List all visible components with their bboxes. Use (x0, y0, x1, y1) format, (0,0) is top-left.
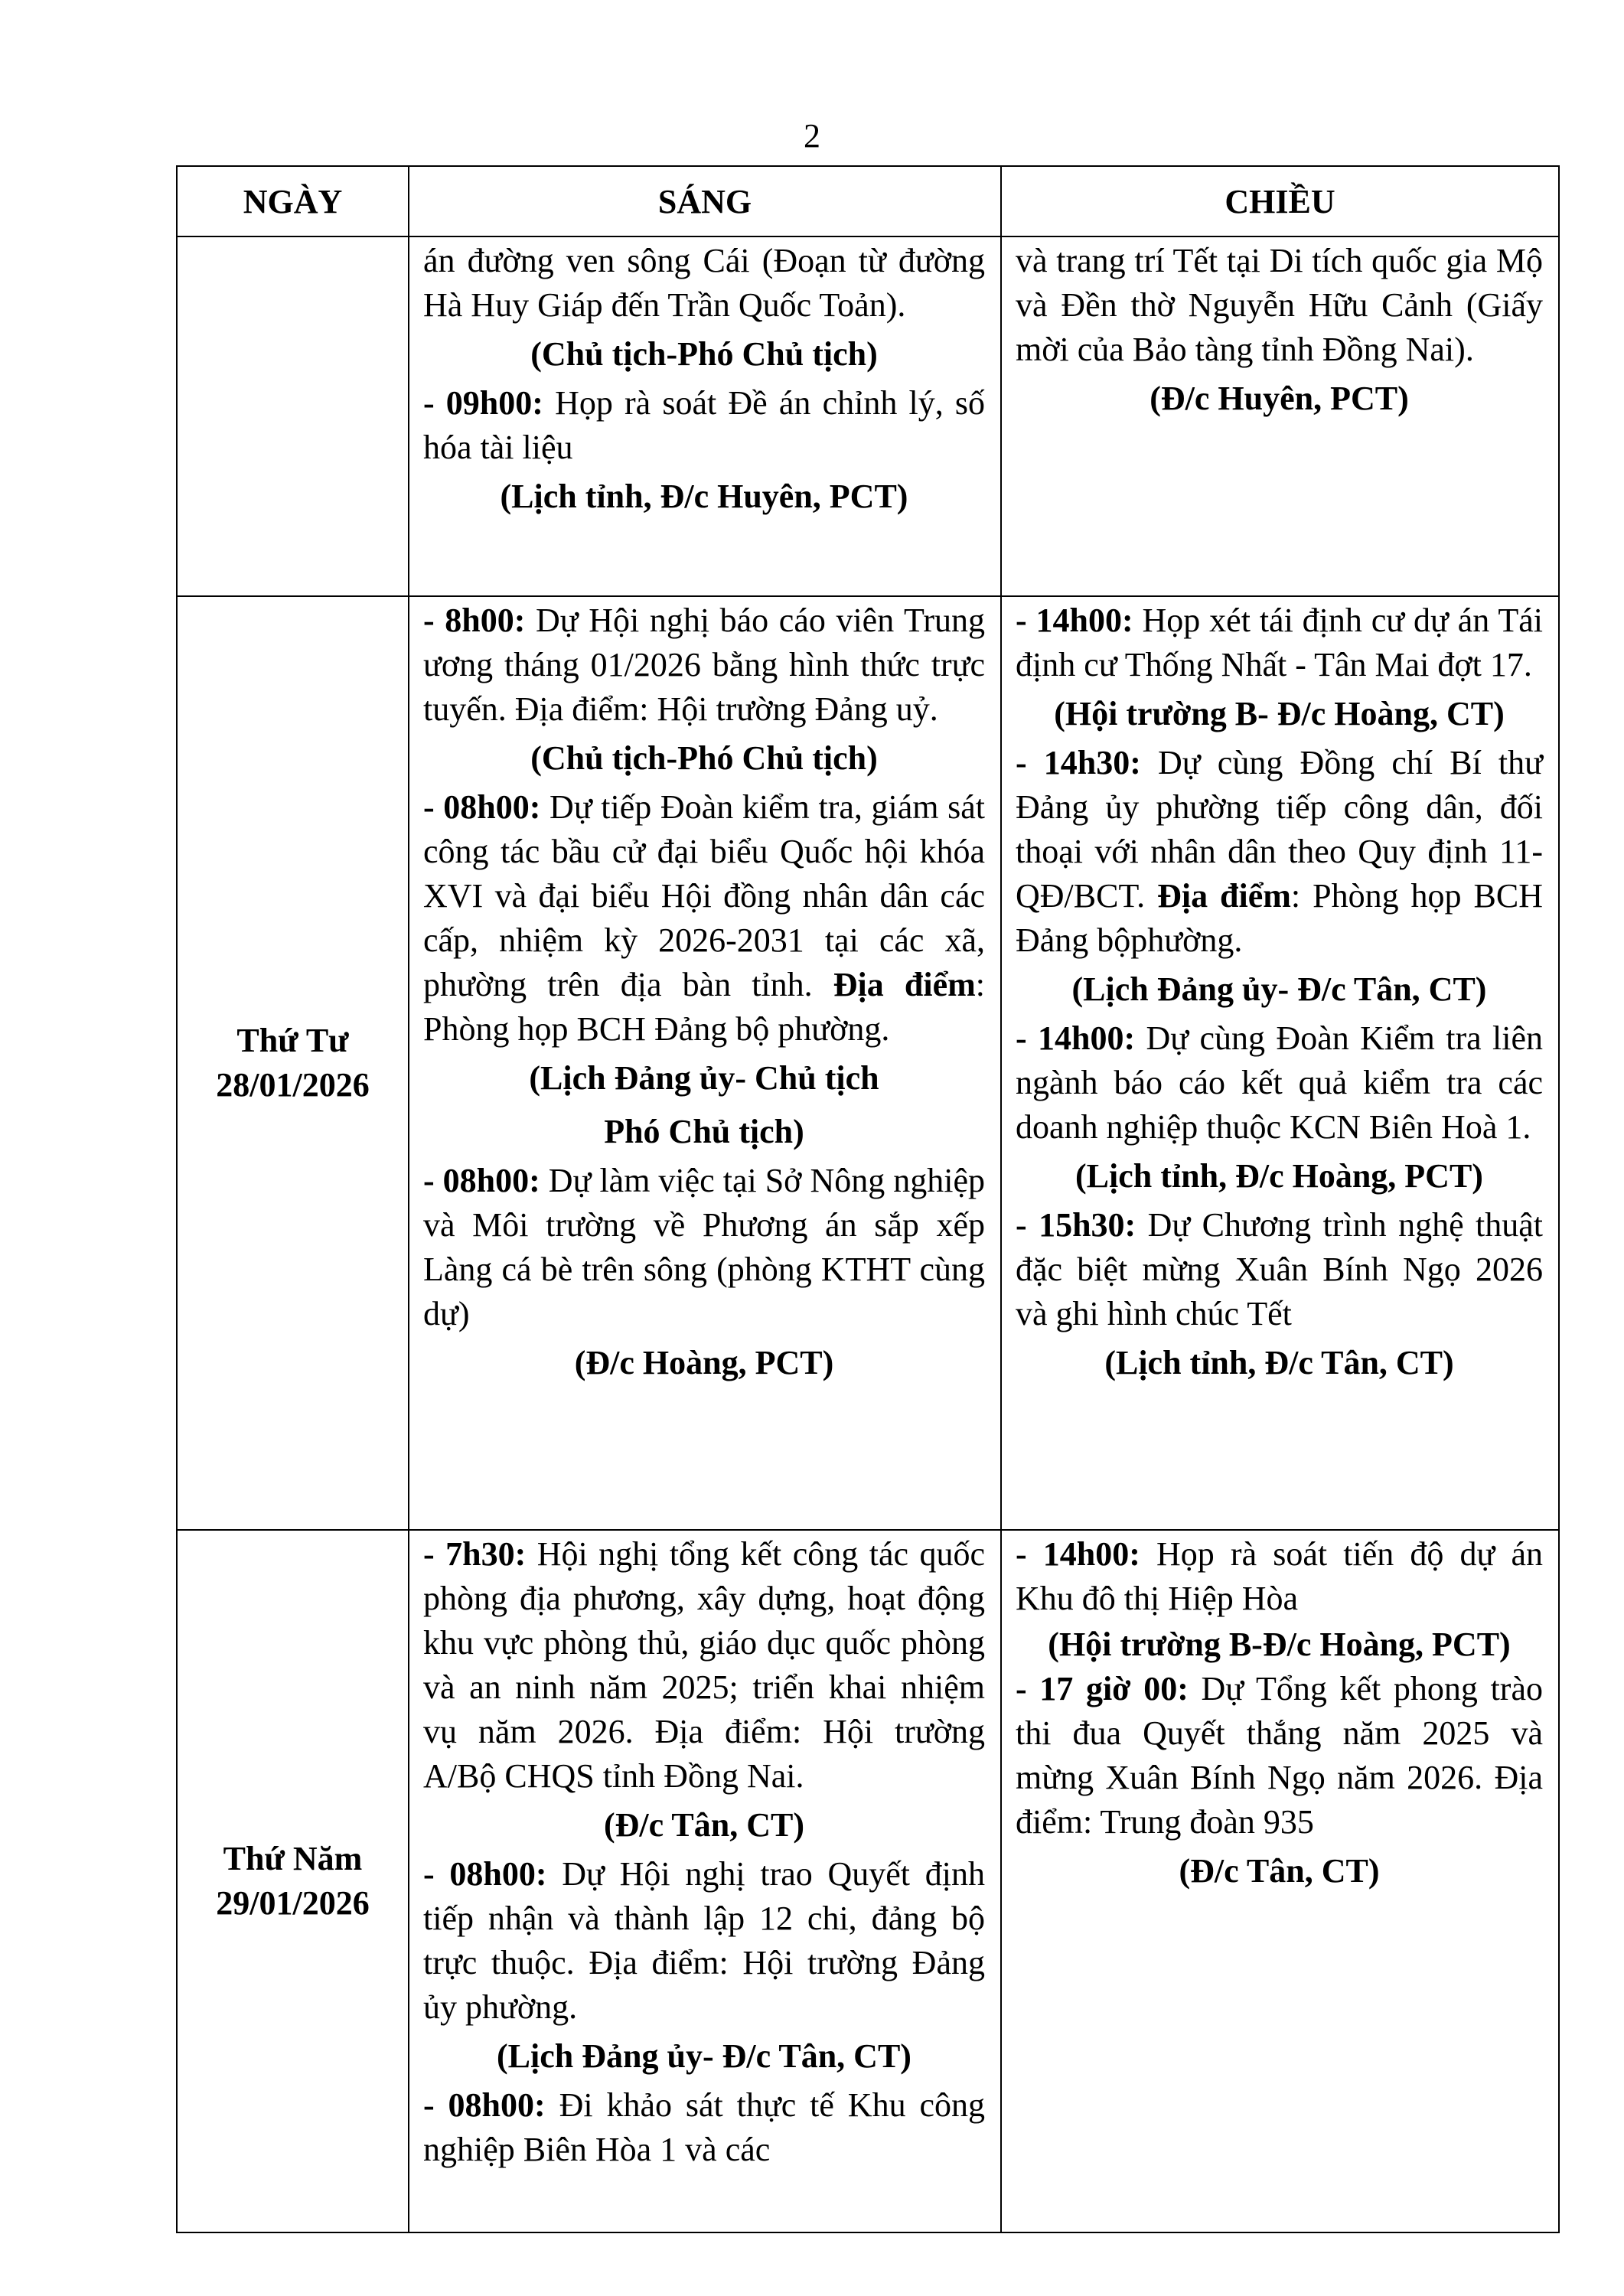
entry-attendee: (Lịch tỉnh, Đ/c Huyên, PCT) (500, 478, 908, 515)
table-row (177, 236, 1559, 596)
schedule-entry (423, 2083, 985, 2172)
entry-time: - 08h00: (423, 2086, 546, 2124)
entry-time: - 7h30: (423, 1535, 527, 1573)
schedule-entry (1016, 1016, 1543, 1150)
header-afternoon: CHIỀU (1001, 166, 1559, 236)
afternoon-cell (1001, 596, 1559, 1530)
entry-attendee: (Lịch Đảng ủy- Đ/c Tân, CT) (1071, 970, 1487, 1008)
entry-attendee: (Chủ tịch-Phó Chủ tịch) (530, 335, 878, 373)
entry-time: - 14h00: (1016, 602, 1133, 639)
schedule-entry (1016, 239, 1543, 372)
entry-time: - 08h00: (423, 1855, 547, 1893)
schedule-entry (1016, 1203, 1543, 1336)
schedule-entry (423, 381, 985, 470)
entry-location: : Phòng họp BCH Đảng bộphường. (1016, 877, 1543, 959)
entry-attendee: (Chủ tịch-Phó Chủ tịch) (530, 739, 878, 777)
day-date: 28/01/2026 (216, 1066, 370, 1104)
entry-time: - 14h00: (1016, 1535, 1140, 1573)
entry-text: Đi khảo sát thực tế Khu công nghiệp Biên Hòa 1 và các (423, 2086, 985, 2168)
entry-attendee: (Đ/c Huyên, PCT) (1150, 380, 1409, 417)
entry-text: Họp xét tái định cư dự án Tái định cư Thống Nhất - Tân Mai đợt 17. (1016, 602, 1543, 683)
schedule-entry (423, 785, 985, 1052)
entry-text: Họp rà soát tiến độ dự án Khu đô thị Hiệp Hòa (1016, 1535, 1543, 1617)
day-date: 29/01/2026 (216, 1884, 370, 1922)
entry-text: Hội nghị tổng kết công tác quốc phòng địa phương, xây dựng, hoạt động khu vực phòng thủ, giáo dục quốc phòng và an ninh năm 2025; triển khai nhiệm vụ năm 2026. Địa điểm: Hội trường A/Bộ CHQS tỉnh Đồng Nai. (423, 1535, 985, 1795)
entry-location-label: Địa điểm (833, 966, 976, 1003)
entry-text: Dự tiếp Đoàn kiểm tra, giám sát công tác bầu cử đại biểu Quốc hội khóa XVI và đại biểu Hội đồng nhân dân các cấp, nhiệm kỳ 2026-2031 tại các xã, phường trên địa bàn tỉnh. (423, 788, 985, 1003)
entry-text: Dự Tổng kết phong trào thi đua Quyết thắng năm 2025 và mừng Xuân Bính Ngọ năm 2026. Địa điểm: Trung đoàn 935 (1016, 1670, 1543, 1841)
entry-text: Dự cùng Đồng chí Bí thư Đảng ủy phường tiếp công dân, đối thoại với nhân dân theo Quy định 11-QĐ/BCT. (1016, 744, 1543, 915)
morning-cell (409, 236, 1001, 596)
entry-location-label: Địa điểm (1157, 877, 1291, 915)
schedule-table (176, 165, 1560, 2233)
entry-attendee: (Lịch Đảng ủy- Đ/c Tân, CT) (497, 2037, 911, 2075)
entry-attendee: (Hội trường B-Đ/c Hoàng, PCT) (1048, 1626, 1511, 1663)
schedule-entry (1016, 741, 1543, 963)
afternoon-cell (1001, 1530, 1559, 2232)
day-name: Thứ Tư (236, 1022, 349, 1059)
schedule-entry (1016, 1532, 1543, 1621)
entry-attendee: (Đ/c Tân, CT) (1179, 1852, 1380, 1890)
morning-cell (409, 1530, 1001, 2232)
table-header-row (177, 166, 1559, 236)
entry-location: : Phòng họp BCH Đảng bộ phường. (423, 966, 985, 1048)
morning-cell (409, 596, 1001, 1530)
entry-text: và trang trí Tết tại Di tích quốc gia Mộ và Đền thờ Nguyễn Hữu Cảnh (Giấy mời của Bảo tàng tỉnh Đồng Nai). (1016, 242, 1543, 368)
entry-time: - 14h00: (1016, 1019, 1136, 1057)
entry-text: Dự cùng Đoàn Kiểm tra liên ngành báo cáo kết quả kiểm tra các doanh nghiệp thuộc KCN Biên Hoà 1. (1016, 1019, 1543, 1146)
day-cell (177, 596, 409, 1530)
entry-time: - 08h00: (423, 1162, 540, 1199)
entry-text: Dự làm việc tại Sở Nông nghiệp và Môi trường về Phương án sắp xếp Làng cá bè trên sông (phòng KTHT cùng dự) (423, 1162, 985, 1332)
header-day: NGÀY (177, 166, 409, 236)
entry-attendee: (Đ/c Tân, CT) (604, 1806, 804, 1844)
table-row (177, 1530, 1559, 2232)
day-cell (177, 1530, 409, 2232)
day-cell (177, 236, 409, 596)
entry-text: Dự Hội nghị trao Quyết định tiếp nhận và thành lập 12 chi, đảng bộ trực thuộc. Địa điểm: Hội trường Đảng ủy phường. (423, 1855, 985, 2026)
entry-time: - 15h30: (1016, 1206, 1136, 1244)
schedule-entry (423, 1852, 985, 2030)
table-row (177, 596, 1559, 1530)
entry-attendee: (Hội trường B- Đ/c Hoàng, CT) (1054, 695, 1505, 732)
afternoon-cell (1001, 236, 1559, 596)
entry-time: - 08h00: (423, 788, 541, 826)
entry-time: - 14h30: (1016, 744, 1141, 781)
entry-text: án đường ven sông Cái (Đoạn từ đường Hà Huy Giáp đến Trần Quốc Toản). (423, 242, 985, 324)
entry-time: - 17 giờ 00: (1016, 1670, 1189, 1707)
entry-attendee: (Đ/c Hoàng, PCT) (574, 1344, 834, 1381)
schedule-entry (1016, 1667, 1543, 1844)
schedule-entry (1016, 598, 1543, 687)
schedule-entry (423, 239, 985, 328)
day-name: Thứ Năm (223, 1840, 363, 1877)
entry-attendee-line2: Phó Chủ tịch) (604, 1113, 804, 1150)
entry-attendee: (Lịch Đảng ủy- Chủ tịch (529, 1059, 879, 1097)
entry-attendee: (Lịch tỉnh, Đ/c Hoàng, PCT) (1075, 1157, 1483, 1195)
entry-text: Dự Hội nghị báo cáo viên Trung ương tháng 01/2026 bằng hình thức trực tuyến. Địa điểm: Hội trường Đảng uỷ. (423, 602, 985, 728)
entry-text: Dự Chương trình nghệ thuật đặc biệt mừng Xuân Bính Ngọ 2026 và ghi hình chúc Tết (1016, 1206, 1543, 1332)
schedule-entry (423, 1532, 985, 1799)
schedule-entry (423, 598, 985, 732)
entry-time: - 8h00: (423, 602, 526, 639)
page-number: 2 (804, 117, 820, 155)
schedule-entry (423, 1159, 985, 1336)
entry-time: - 09h00: (423, 384, 543, 422)
entry-attendee: (Lịch tỉnh, Đ/c Tân, CT) (1104, 1344, 1454, 1381)
entry-text: Họp rà soát Đề án chỉnh lý, số hóa tài liệu (423, 384, 985, 466)
header-morning: SÁNG (409, 166, 1001, 236)
